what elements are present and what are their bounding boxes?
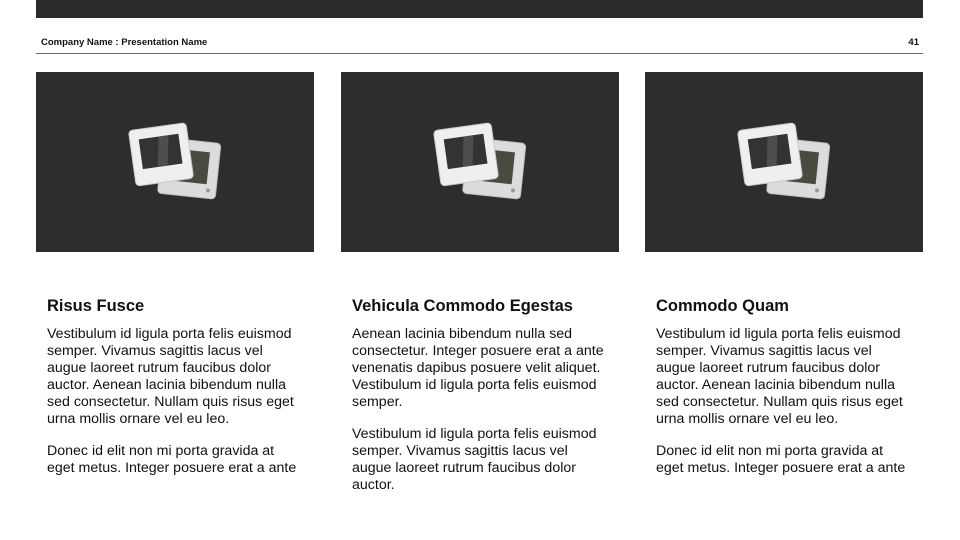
content-column-3 (645, 72, 923, 477)
column-paragraph: Donec id elit non mi porta gravida at eget metus. Integer posuere erat a ante (47, 443, 297, 476)
column-heading: Risus Fusce (47, 297, 145, 315)
page-number: 41 (908, 37, 919, 48)
slide-header (36, 34, 923, 54)
image-placeholder[interactable] (645, 72, 923, 252)
column-paragraph: Vestibulum id ligula porta felis euismod semper. Vivamus sagittis lacus vel augue laoreet rutrum faucibus dolor auctor. (352, 426, 597, 493)
slides-icon (124, 120, 226, 204)
content-column-1 (36, 72, 314, 477)
image-placeholder[interactable] (341, 72, 619, 252)
presentation-title: Company Name : Presentation Name (41, 37, 208, 48)
column-heading: Commodo Quam (656, 297, 789, 315)
column-paragraph: Vestibulum id ligula porta felis euismod semper. Vivamus sagittis lacus vel augue laoreet rutrum faucibus dolor auctor. Aenean lacinia bibendum nulla sed consectetur. Nullam quis risus eget urna mollis ornare vel eu leo. (656, 326, 903, 427)
slides-icon (429, 120, 531, 204)
top-bar (36, 0, 923, 18)
column-paragraph: Donec id elit non mi porta gravida at eget metus. Integer posuere erat a ante (656, 443, 906, 476)
content-column-2 (341, 72, 619, 494)
slides-icon (733, 120, 835, 204)
column-paragraph: Aenean lacinia bibendum nulla sed consectetur. Integer posuere erat a ante venenatis dapibus posuere velit aliquet. Vestibulum id ligula porta felis euismod semper. (352, 326, 604, 410)
column-heading: Vehicula Commodo Egestas (352, 297, 573, 315)
image-placeholder[interactable] (36, 72, 314, 252)
column-paragraph: Vestibulum id ligula porta felis euismod semper. Vivamus sagittis lacus vel augue laoreet rutrum faucibus dolor auctor. Aenean lacinia bibendum nulla sed consectetur. Nullam quis risus eget urna mollis ornare vel eu leo. (47, 326, 294, 427)
